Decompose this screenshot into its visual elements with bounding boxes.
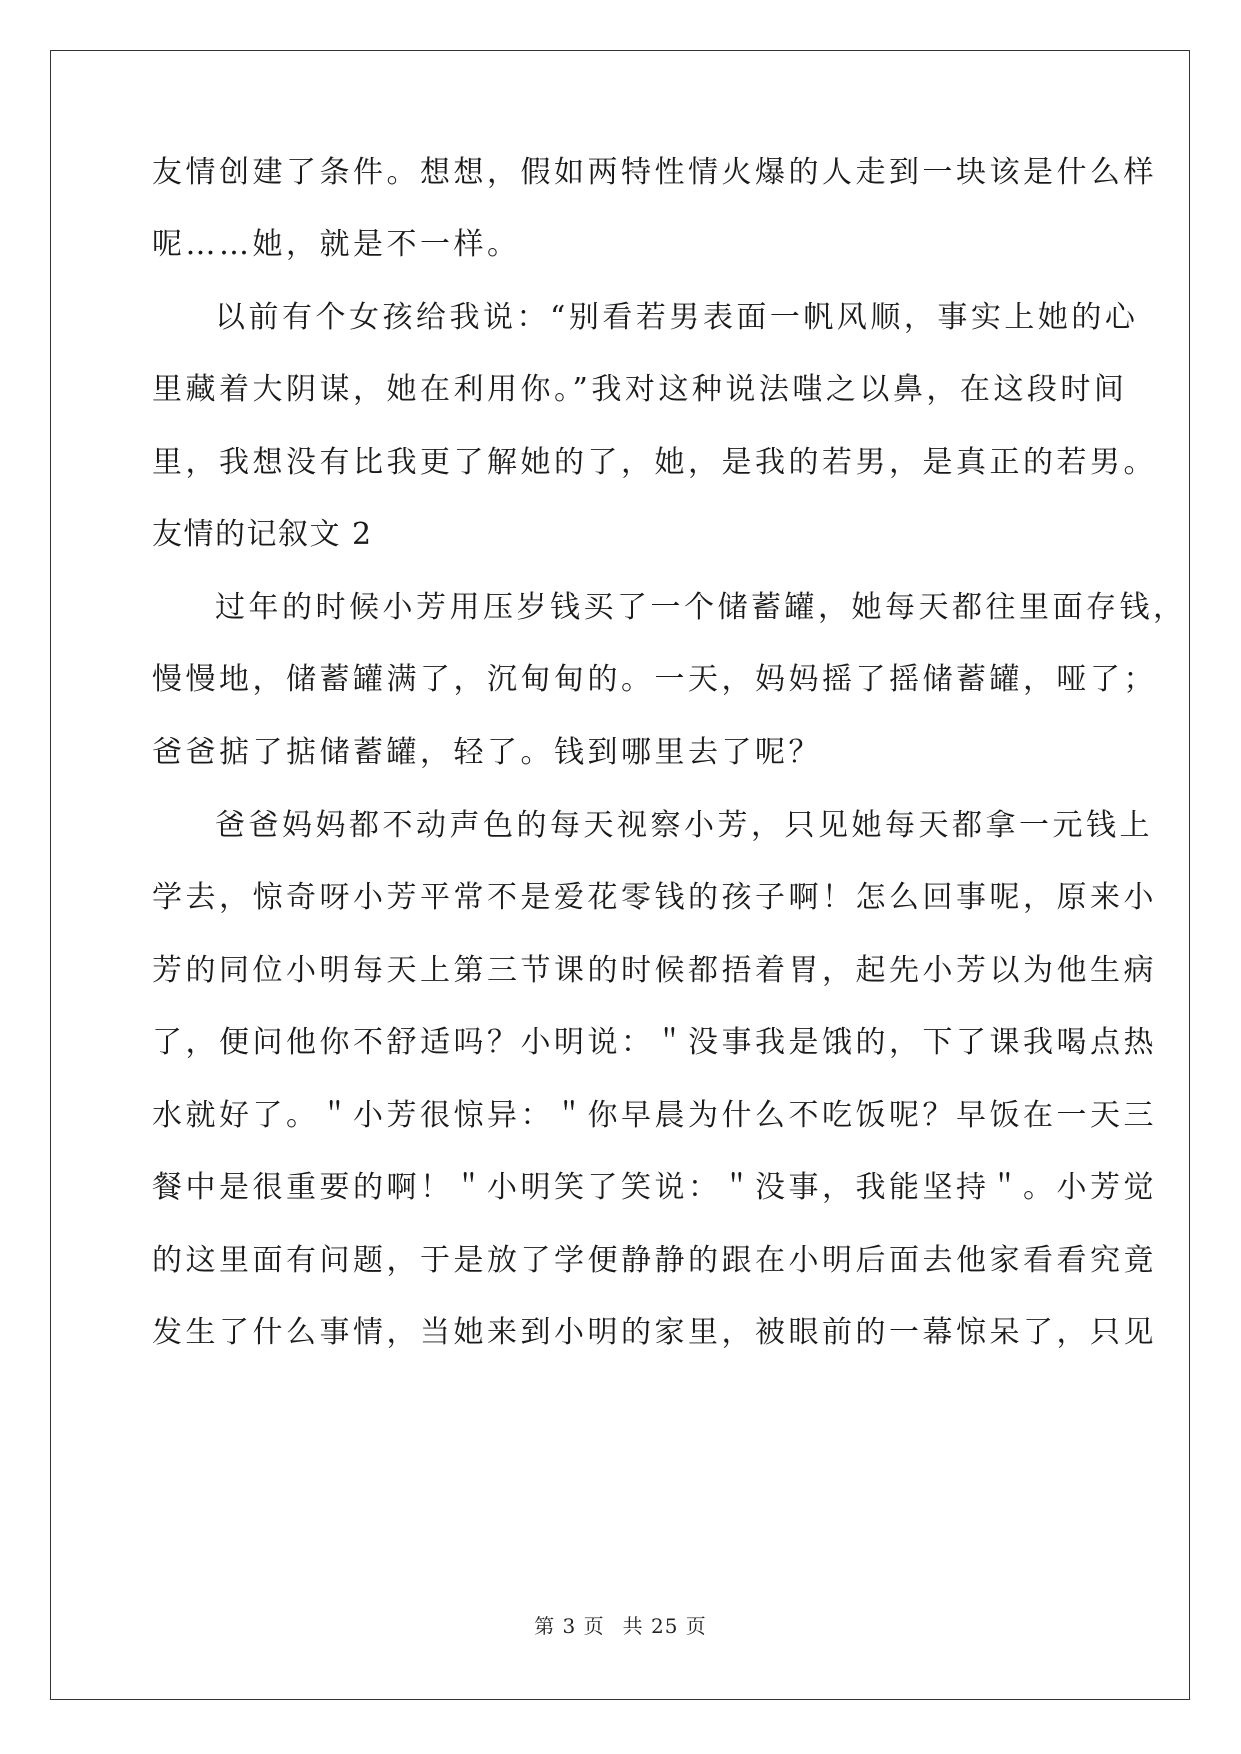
text-line: 的这里面有问题，于是放了学便静静的跟在小明后面去他家看看究竟 (152, 1243, 1157, 1278)
text-line: 慢慢地，储蓄罐满了，沉甸甸的。一天，妈妈摇了摇储蓄罐，哑了； (152, 662, 1157, 697)
page-footer (0, 1614, 1241, 1638)
paragraph-first-line: 以前有个女孩给我说：“别看若男表面一帆风顺，事实上她的心 (215, 300, 1139, 335)
text-line: 友情创建了条件。想想，假如两特性情火爆的人走到一块该是什么样 (152, 155, 1157, 190)
text-line: 学去，惊奇呀小芳平常不是爱花零钱的孩子啊！怎么回事呢，原来小 (152, 880, 1157, 915)
section-heading: 友情的记叙文 2 (152, 517, 373, 552)
text-line: 爸爸掂了掂储蓄罐，轻了。钱到哪里去了呢？ (152, 735, 822, 770)
paragraph-first-line: 过年的时候小芳用压岁钱买了一个储蓄罐，她每天都往里面存钱， (215, 590, 1187, 625)
text-line: 水就好了。＂小芳很惊异：＂你早晨为什么不吃饭呢？早饭在一天三 (152, 1098, 1157, 1133)
page-total: 共 25 页 (622, 1614, 707, 1638)
text-line: 芳的同位小明每天上第三节课的时候都捂着胃，起先小芳以为他生病 (152, 953, 1157, 988)
text-line: 餐中是很重要的啊！＂小明笑了笑说：＂没事，我能坚持＂。小芳觉 (152, 1170, 1157, 1205)
text-line: 了，便问他你不舒适吗？小明说：＂没事我是饿的，下了课我喝点热 (152, 1025, 1157, 1060)
page-number: 第 3 页 (534, 1614, 605, 1638)
text-line: 呢……她，就是不一样。 (152, 227, 521, 262)
text-line: 发生了什么事情，当她来到小明的家里，被眼前的一幕惊呆了，只见 (152, 1315, 1157, 1350)
paragraph-first-line: 爸爸妈妈都不动声色的每天视察小芳，只见她每天都拿一元钱上 (215, 808, 1153, 843)
text-line: 里，我想没有比我更了解她的了，她，是我的若男，是真正的若男。 (152, 445, 1157, 480)
text-line: 里藏着大阴谋，她在利用你。”我对这种说法嗤之以鼻，在这段时间 (152, 372, 1128, 407)
